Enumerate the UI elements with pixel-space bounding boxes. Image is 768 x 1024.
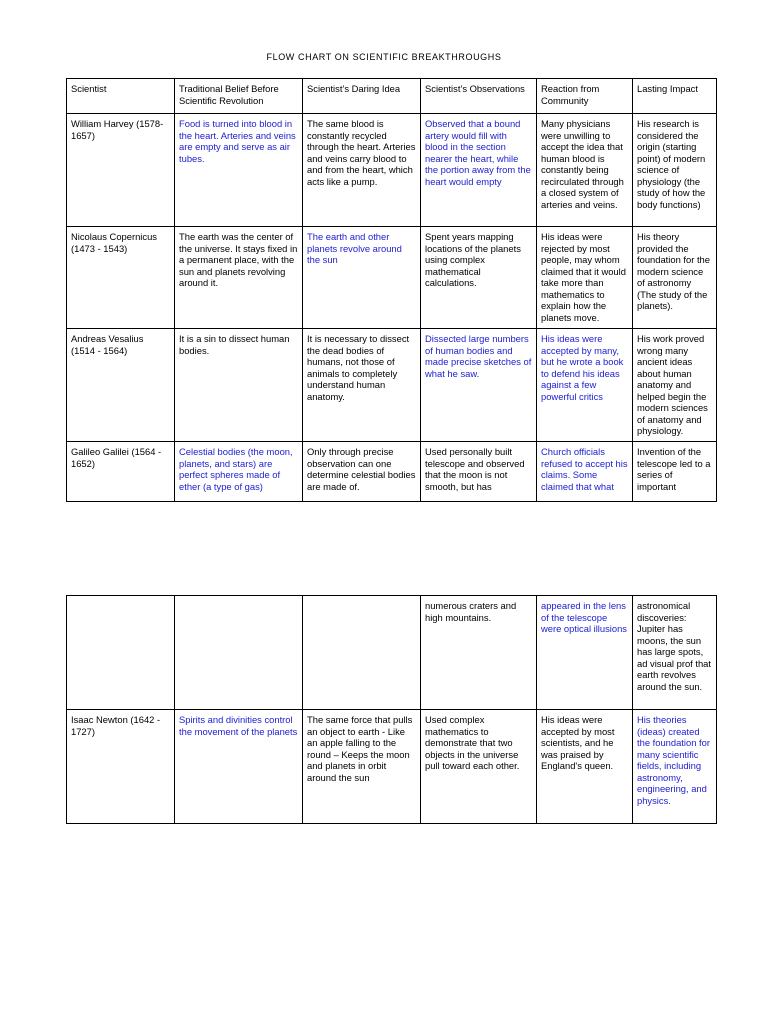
- scientist-cell: Andreas Vesalius (1514 - 1564): [67, 329, 175, 442]
- impact-cell: His theory provided the foundation for the modern science of astronomy (The study of the planets).: [633, 227, 717, 329]
- belief-cell: Spirits and divinities control the movement of the planets: [175, 710, 303, 824]
- observations-cell: Observed that a bound artery would fill with blood in the section nearer the heart, while the portion away from the heart would empty: [421, 114, 537, 227]
- page-title: FLOW CHART ON SCIENTIFIC BREAKTHROUGHS: [266, 52, 502, 62]
- impact-cell: His research is considered the origin (starting point) of modern science of physiology (the study of how the body functions): [633, 114, 717, 227]
- impact-cell: astronomical discoveries: Jupiter has moons, the sun has large spots, ad visual prof that earth revolves around the sun.: [633, 596, 717, 710]
- table-row: [67, 114, 717, 227]
- reaction-cell: appeared in the lens of the telescope were optical illusions: [537, 596, 633, 710]
- scientist-cell: [67, 596, 175, 710]
- reaction-cell: His ideas were rejected by most people, may whom claimed that it would take more than mathematics to explain how the planets move.: [537, 227, 633, 329]
- idea-cell: It is necessary to dissect the dead bodies of humans, not those of animals to completely understand human anatomy.: [303, 329, 421, 442]
- observations-cell: Spent years mapping locations of the planets using complex mathematical calculations.: [421, 227, 537, 329]
- impact-cell: His theories (ideas) created the foundation for many scientific fields, including astronomy, engineering, and physics.: [633, 710, 717, 824]
- scientist-cell: William Harvey (1578-1657): [67, 114, 175, 227]
- table-row: [67, 710, 717, 824]
- idea-cell: The earth and other planets revolve around the sun: [303, 227, 421, 329]
- observations-cell: Dissected large numbers of human bodies and made precise sketches of what he saw.: [421, 329, 537, 442]
- impact-cell: His work proved wrong many ancient ideas about human anatomy and helped begin the modern sciences of anatomy and physiology.: [633, 329, 717, 442]
- header-cell: Scientist’s Daring Idea: [303, 79, 421, 114]
- observations-cell: Used complex mathematics to demonstrate that two objects in the universe pull toward each other.: [421, 710, 537, 824]
- breakthroughs-table: [66, 78, 717, 502]
- breakthroughs-table-continued: [66, 595, 717, 824]
- table-row: [67, 329, 717, 442]
- idea-cell: Only through precise observation can one determine celestial bodies are made of.: [303, 442, 421, 502]
- header-cell: Lasting Impact: [633, 79, 717, 114]
- idea-cell: The same blood is constantly recycled through the heart. Arteries and veins carry blood to and from the heart, which acts like a pump.: [303, 114, 421, 227]
- header-cell: Reaction from Community: [537, 79, 633, 114]
- header-cell: Scientist: [67, 79, 175, 114]
- observations-cell: numerous craters and high mountains.: [421, 596, 537, 710]
- belief-cell: The earth was the center of the universe. It stays fixed in a permanent place, with the sun and planets revolving around it.: [175, 227, 303, 329]
- idea-cell: The same force that pulls an object to earth - Like an apple falling to the round – Keeps the moon and planets in orbit around the sun: [303, 710, 421, 824]
- header-cell: Scientist’s Observations: [421, 79, 537, 114]
- reaction-cell: Many physicians were unwilling to accept the idea that human blood is constantly being recirculated through a closed system of arteries and veins.: [537, 114, 633, 227]
- reaction-cell: His ideas were accepted by many, but he wrote a book to defend his ideas against a few powerful critics: [537, 329, 633, 442]
- scientist-cell: Nicolaus Copernicus (1473 - 1543): [67, 227, 175, 329]
- reaction-cell: Church officials refused to accept his claims. Some claimed that what: [537, 442, 633, 502]
- belief-cell: Celestial bodies (the moon, planets, and stars) are perfect spheres made of ether (a type of gas): [175, 442, 303, 502]
- belief-cell: Food is turned into blood in the heart. Arteries and veins are empty and serve as air tubes.: [175, 114, 303, 227]
- scientist-cell: Isaac Newton (1642 - 1727): [67, 710, 175, 824]
- impact-cell: Invention of the telescope led to a series of important: [633, 442, 717, 502]
- table-row: [67, 442, 717, 502]
- table-row: [67, 596, 717, 710]
- observations-cell: Used personally built telescope and observed that the moon is not smooth, but has: [421, 442, 537, 502]
- reaction-cell: His ideas were accepted by most scientists, and he was praised by England's queen.: [537, 710, 633, 824]
- belief-cell: It is a sin to dissect human bodies.: [175, 329, 303, 442]
- belief-cell: [175, 596, 303, 710]
- idea-cell: [303, 596, 421, 710]
- table-row: [67, 227, 717, 329]
- header-cell: Traditional Belief Before Scientific Revolution: [175, 79, 303, 114]
- scientist-cell: Galileo Galilei (1564 - 1652): [67, 442, 175, 502]
- header-row: [67, 79, 717, 114]
